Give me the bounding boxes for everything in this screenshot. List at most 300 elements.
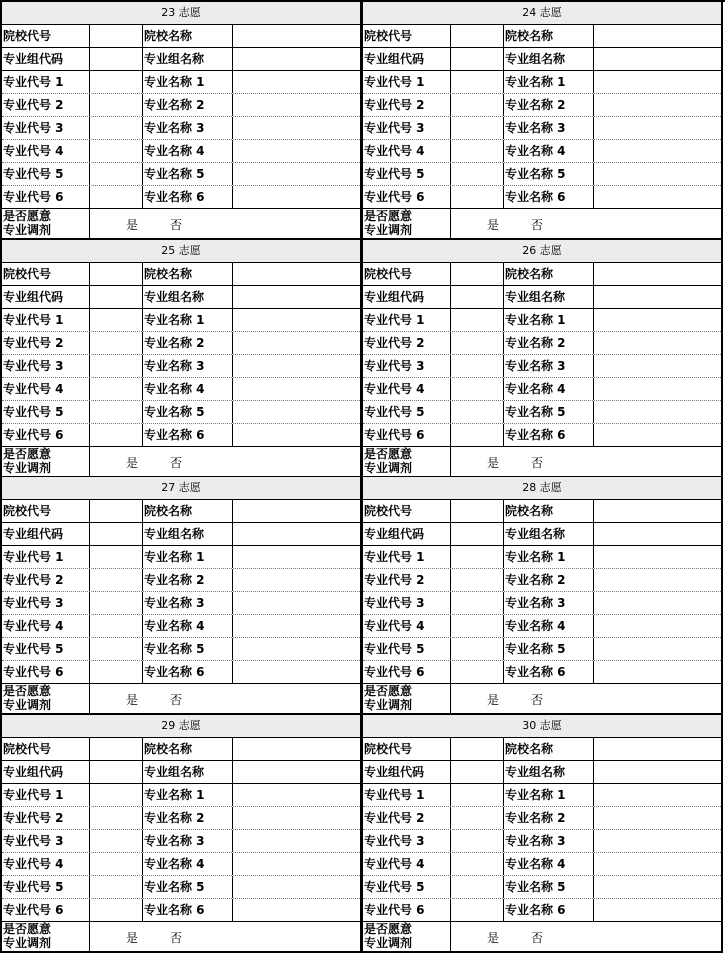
- field-label: 专业组代码: [2, 286, 90, 308]
- field-input[interactable]: [233, 615, 360, 637]
- field-input[interactable]: [233, 94, 360, 116]
- form-row: [2, 94, 360, 117]
- field-input[interactable]: [90, 401, 143, 423]
- field-input[interactable]: [90, 638, 143, 660]
- form-row: [363, 853, 721, 876]
- field-label: 专业代号 3: [2, 117, 90, 139]
- form-row: [2, 661, 360, 684]
- volunteer-block: [0, 240, 362, 478]
- field-input[interactable]: [233, 378, 360, 400]
- field-label: 专业名称 3: [143, 592, 233, 614]
- field-input[interactable]: [90, 263, 143, 285]
- adjust-yes-option[interactable]: 是: [487, 455, 500, 470]
- field-label: 专业名称 6: [143, 899, 233, 921]
- field-input[interactable]: [451, 853, 504, 875]
- adjust-yes-option[interactable]: 是: [487, 692, 500, 707]
- field-label: 专业代号 4: [363, 853, 451, 875]
- adjust-label-line1: 是否愿意: [3, 447, 52, 461]
- field-input[interactable]: [90, 424, 143, 446]
- block-title: 28 志愿: [363, 477, 721, 500]
- form-row: [2, 592, 360, 615]
- field-input[interactable]: [594, 546, 721, 568]
- form-row: [363, 569, 721, 592]
- field-label: 专业名称 4: [143, 140, 233, 162]
- field-input[interactable]: [594, 401, 721, 423]
- field-input[interactable]: [90, 761, 143, 783]
- field-input[interactable]: [451, 94, 504, 116]
- field-label: 专业名称 3: [143, 117, 233, 139]
- field-label: 专业名称 6: [504, 424, 594, 446]
- field-label: 院校代号: [2, 25, 90, 47]
- form-row: [363, 661, 721, 684]
- field-label: 院校代号: [363, 738, 451, 760]
- field-input[interactable]: [90, 546, 143, 568]
- field-input[interactable]: [90, 94, 143, 116]
- field-input[interactable]: [594, 378, 721, 400]
- field-input[interactable]: [594, 117, 721, 139]
- form-row: [363, 830, 721, 853]
- form-row: [2, 424, 360, 447]
- field-input[interactable]: [594, 48, 721, 70]
- field-label: 专业名称 1: [143, 784, 233, 806]
- field-input[interactable]: [451, 424, 504, 446]
- field-label: 专业代号 6: [363, 661, 451, 683]
- field-input[interactable]: [233, 263, 360, 285]
- field-input[interactable]: [594, 807, 721, 829]
- field-input[interactable]: [594, 661, 721, 683]
- form-row: [363, 500, 721, 523]
- field-label: 专业代号 2: [2, 807, 90, 829]
- field-label: 专业名称 2: [143, 94, 233, 116]
- form-row: [2, 48, 360, 71]
- adjust-no-option[interactable]: 否: [170, 455, 183, 470]
- field-label: 专业组名称: [143, 761, 233, 783]
- form-row: [2, 546, 360, 569]
- adjust-label-line1: 是否愿意: [3, 922, 52, 936]
- field-input[interactable]: [451, 569, 504, 591]
- field-input[interactable]: [594, 309, 721, 331]
- field-input[interactable]: [233, 401, 360, 423]
- form-row: [2, 523, 360, 546]
- form-row: [2, 263, 360, 286]
- form-row: [363, 71, 721, 94]
- field-label: 专业代号 5: [2, 876, 90, 898]
- field-input[interactable]: [451, 25, 504, 47]
- field-input[interactable]: [90, 163, 143, 185]
- field-input[interactable]: [451, 163, 504, 185]
- field-label: 专业组代码: [2, 523, 90, 545]
- field-input[interactable]: [233, 48, 360, 70]
- field-input[interactable]: [90, 592, 143, 614]
- field-input[interactable]: [594, 615, 721, 637]
- field-label: 专业代号 6: [2, 186, 90, 208]
- field-label: 专业代号 1: [2, 784, 90, 806]
- field-label: 专业代号 2: [363, 807, 451, 829]
- field-label: 专业名称 6: [143, 661, 233, 683]
- adjust-label: [363, 684, 451, 714]
- field-input[interactable]: [451, 661, 504, 683]
- field-label: 专业名称 5: [143, 876, 233, 898]
- field-input[interactable]: [90, 186, 143, 208]
- field-input[interactable]: [90, 807, 143, 829]
- adjust-no-option[interactable]: 否: [170, 692, 183, 707]
- field-input[interactable]: [594, 592, 721, 614]
- form-row: [2, 25, 360, 48]
- adjust-label-line1: 是否愿意: [3, 684, 52, 698]
- field-input[interactable]: [451, 263, 504, 285]
- field-label: 院校名称: [504, 500, 594, 522]
- volunteer-block: [361, 477, 723, 715]
- form-row: [363, 592, 721, 615]
- field-input[interactable]: [233, 286, 360, 308]
- field-input[interactable]: [451, 876, 504, 898]
- field-input[interactable]: [451, 71, 504, 93]
- field-label: 专业代号 1: [363, 546, 451, 568]
- adjust-label-line2: 专业调剂: [3, 223, 52, 237]
- field-label: 专业名称 1: [504, 784, 594, 806]
- field-label: 专业名称 3: [504, 355, 594, 377]
- adjust-row: [363, 447, 721, 477]
- field-label: 专业代号 4: [363, 378, 451, 400]
- field-input[interactable]: [451, 355, 504, 377]
- field-label: 专业代号 6: [2, 899, 90, 921]
- field-label: 专业代号 2: [2, 94, 90, 116]
- adjust-row: [2, 922, 360, 952]
- field-input[interactable]: [451, 401, 504, 423]
- field-label: 专业名称 6: [143, 186, 233, 208]
- field-input[interactable]: [90, 899, 143, 921]
- field-input[interactable]: [594, 186, 721, 208]
- adjust-no-option[interactable]: 否: [531, 930, 544, 945]
- field-label: 专业代号 3: [363, 830, 451, 852]
- field-label: 专业名称 1: [504, 546, 594, 568]
- field-input[interactable]: [233, 761, 360, 783]
- field-input[interactable]: [233, 807, 360, 829]
- field-label: 专业代号 3: [363, 117, 451, 139]
- field-input[interactable]: [594, 163, 721, 185]
- field-input[interactable]: [594, 738, 721, 760]
- adjust-no-option[interactable]: 否: [531, 217, 544, 232]
- field-input[interactable]: [233, 71, 360, 93]
- field-label: 专业名称 5: [504, 401, 594, 423]
- volunteer-block: [0, 2, 362, 240]
- field-label: 专业代号 1: [363, 309, 451, 331]
- field-input[interactable]: [451, 592, 504, 614]
- field-label: 专业代号 4: [363, 140, 451, 162]
- field-input[interactable]: [90, 876, 143, 898]
- block-title: 29 志愿: [2, 715, 360, 738]
- field-input[interactable]: [594, 94, 721, 116]
- field-input[interactable]: [90, 309, 143, 331]
- field-input[interactable]: [451, 117, 504, 139]
- field-input[interactable]: [594, 761, 721, 783]
- form-row: [363, 332, 721, 355]
- block-title: 26 志愿: [363, 240, 721, 263]
- block-title: 25 志愿: [2, 240, 360, 263]
- adjust-label-line1: 是否愿意: [364, 684, 413, 698]
- adjust-label: [2, 447, 90, 477]
- block-title: 30 志愿: [363, 715, 721, 738]
- field-input[interactable]: [233, 523, 360, 545]
- adjust-yes-option[interactable]: 是: [126, 930, 139, 945]
- adjust-no-option[interactable]: 否: [170, 217, 183, 232]
- field-input[interactable]: [90, 355, 143, 377]
- field-input[interactable]: [233, 186, 360, 208]
- field-input[interactable]: [90, 784, 143, 806]
- adjust-label: [2, 209, 90, 239]
- field-input[interactable]: [451, 500, 504, 522]
- field-label: 专业代号 2: [2, 332, 90, 354]
- field-label: 专业组名称: [504, 761, 594, 783]
- field-label: 专业名称 2: [143, 807, 233, 829]
- field-input[interactable]: [233, 638, 360, 660]
- field-input[interactable]: [233, 117, 360, 139]
- adjust-yes-option[interactable]: 是: [126, 217, 139, 232]
- field-label: 专业代号 5: [2, 163, 90, 185]
- field-input[interactable]: [233, 830, 360, 852]
- field-label: 专业代号 5: [363, 163, 451, 185]
- field-input[interactable]: [451, 784, 504, 806]
- adjust-label: [2, 684, 90, 714]
- form-row: [2, 500, 360, 523]
- adjust-label-line2: 专业调剂: [3, 461, 52, 475]
- field-input[interactable]: [90, 25, 143, 47]
- form-row: [2, 761, 360, 784]
- form-row: [363, 140, 721, 163]
- adjust-label-line1: 是否愿意: [364, 209, 413, 223]
- adjust-label-line2: 专业调剂: [364, 223, 413, 237]
- field-input[interactable]: [90, 286, 143, 308]
- field-input[interactable]: [594, 71, 721, 93]
- field-label: 专业组名称: [504, 523, 594, 545]
- field-input[interactable]: [233, 332, 360, 354]
- field-input[interactable]: [451, 286, 504, 308]
- field-input[interactable]: [233, 592, 360, 614]
- field-input[interactable]: [451, 738, 504, 760]
- field-label: 专业代号 5: [363, 876, 451, 898]
- field-input[interactable]: [594, 853, 721, 875]
- field-label: 专业名称 4: [504, 853, 594, 875]
- field-input[interactable]: [90, 738, 143, 760]
- field-input[interactable]: [90, 117, 143, 139]
- form-row: [2, 163, 360, 186]
- field-label: 专业名称 2: [504, 569, 594, 591]
- field-label: 院校代号: [2, 500, 90, 522]
- field-input[interactable]: [233, 876, 360, 898]
- adjust-label: [363, 447, 451, 477]
- field-label: 专业组代码: [2, 48, 90, 70]
- form-row: [363, 401, 721, 424]
- field-label: 专业代号 2: [363, 332, 451, 354]
- field-label: 专业名称 3: [143, 355, 233, 377]
- field-input[interactable]: [233, 163, 360, 185]
- field-label: 专业名称 6: [143, 424, 233, 446]
- form-row: [363, 163, 721, 186]
- field-label: 专业代号 1: [2, 309, 90, 331]
- adjust-yes-option[interactable]: 是: [487, 930, 500, 945]
- form-row: [363, 48, 721, 71]
- field-label: 院校名称: [504, 263, 594, 285]
- field-input[interactable]: [594, 876, 721, 898]
- field-input[interactable]: [594, 424, 721, 446]
- field-label: 专业代号 3: [2, 830, 90, 852]
- field-label: 专业名称 4: [143, 615, 233, 637]
- field-input[interactable]: [451, 186, 504, 208]
- field-input[interactable]: [90, 661, 143, 683]
- field-label: 专业代号 2: [2, 569, 90, 591]
- field-label: 专业组代码: [363, 523, 451, 545]
- field-label: 院校名称: [143, 738, 233, 760]
- form-row: [363, 899, 721, 922]
- field-label: 专业名称 4: [504, 615, 594, 637]
- field-input[interactable]: [594, 638, 721, 660]
- form-row: [363, 761, 721, 784]
- field-label: 专业代号 6: [2, 661, 90, 683]
- field-input[interactable]: [90, 378, 143, 400]
- field-input[interactable]: [233, 546, 360, 568]
- form-row: [2, 117, 360, 140]
- field-input[interactable]: [233, 25, 360, 47]
- field-input[interactable]: [594, 830, 721, 852]
- field-input[interactable]: [233, 569, 360, 591]
- field-input[interactable]: [451, 140, 504, 162]
- form-row: [2, 830, 360, 853]
- field-input[interactable]: [594, 500, 721, 522]
- form-row: [2, 738, 360, 761]
- form-row: [363, 784, 721, 807]
- form-row: [363, 94, 721, 117]
- form-row: [363, 546, 721, 569]
- field-input[interactable]: [451, 378, 504, 400]
- adjust-yes-option[interactable]: 是: [126, 455, 139, 470]
- field-input[interactable]: [594, 263, 721, 285]
- field-input[interactable]: [233, 661, 360, 683]
- form-row: [363, 638, 721, 661]
- field-label: 专业名称 3: [504, 592, 594, 614]
- adjust-label: [363, 209, 451, 239]
- field-input[interactable]: [594, 569, 721, 591]
- field-input[interactable]: [451, 309, 504, 331]
- field-label: 专业代号 3: [2, 355, 90, 377]
- adjust-row: [363, 922, 721, 952]
- field-input[interactable]: [451, 761, 504, 783]
- field-label: 院校代号: [2, 738, 90, 760]
- field-input[interactable]: [233, 784, 360, 806]
- field-input[interactable]: [233, 424, 360, 446]
- field-input[interactable]: [90, 140, 143, 162]
- field-input[interactable]: [451, 523, 504, 545]
- form-row: [363, 378, 721, 401]
- field-label: 专业代号 6: [2, 424, 90, 446]
- adjust-no-option[interactable]: 否: [531, 692, 544, 707]
- form-row: [363, 615, 721, 638]
- form-row: [363, 355, 721, 378]
- field-label: 专业代号 1: [2, 71, 90, 93]
- field-input[interactable]: [233, 500, 360, 522]
- field-input[interactable]: [233, 355, 360, 377]
- field-label: 专业代号 4: [363, 615, 451, 637]
- field-input[interactable]: [451, 48, 504, 70]
- field-input[interactable]: [90, 71, 143, 93]
- field-label: 专业名称 2: [504, 94, 594, 116]
- adjust-no-option[interactable]: 否: [531, 455, 544, 470]
- field-input[interactable]: [451, 546, 504, 568]
- adjust-no-option[interactable]: 否: [170, 930, 183, 945]
- field-label: 专业代号 4: [2, 615, 90, 637]
- field-label: 专业代号 5: [363, 638, 451, 660]
- field-input[interactable]: [233, 738, 360, 760]
- field-label: 专业名称 4: [143, 853, 233, 875]
- field-label: 专业代号 2: [363, 569, 451, 591]
- field-label: 专业名称 5: [143, 638, 233, 660]
- field-label: 专业组代码: [363, 286, 451, 308]
- adjust-label-line1: 是否愿意: [3, 209, 52, 223]
- field-input[interactable]: [233, 853, 360, 875]
- field-input[interactable]: [594, 25, 721, 47]
- volunteer-block: [0, 715, 362, 953]
- field-label: 院校名称: [143, 263, 233, 285]
- field-input[interactable]: [90, 830, 143, 852]
- field-input[interactable]: [451, 638, 504, 660]
- field-label: 院校名称: [504, 25, 594, 47]
- field-input[interactable]: [233, 899, 360, 921]
- form-row: [2, 186, 360, 209]
- field-input[interactable]: [233, 140, 360, 162]
- field-input[interactable]: [90, 48, 143, 70]
- field-label: 专业名称 2: [143, 569, 233, 591]
- form-row: [363, 25, 721, 48]
- field-input[interactable]: [90, 332, 143, 354]
- form-row: [363, 186, 721, 209]
- form-row: [363, 738, 721, 761]
- field-input[interactable]: [90, 569, 143, 591]
- field-input[interactable]: [594, 784, 721, 806]
- field-label: 院校名称: [504, 738, 594, 760]
- adjust-yes-option[interactable]: 是: [487, 217, 500, 232]
- field-input[interactable]: [233, 309, 360, 331]
- field-input[interactable]: [90, 500, 143, 522]
- adjust-row: [363, 684, 721, 714]
- adjust-yes-option[interactable]: 是: [126, 692, 139, 707]
- field-input[interactable]: [594, 523, 721, 545]
- field-input[interactable]: [451, 830, 504, 852]
- field-input[interactable]: [451, 899, 504, 921]
- adjust-row: [2, 684, 360, 714]
- field-input[interactable]: [90, 615, 143, 637]
- field-label: 专业名称 5: [504, 163, 594, 185]
- field-input[interactable]: [451, 615, 504, 637]
- field-label: 专业组名称: [143, 48, 233, 70]
- field-input[interactable]: [594, 140, 721, 162]
- form-row: [363, 263, 721, 286]
- field-input[interactable]: [451, 332, 504, 354]
- field-label: 专业名称 4: [143, 378, 233, 400]
- field-input[interactable]: [594, 899, 721, 921]
- field-input[interactable]: [90, 853, 143, 875]
- adjust-label-line1: 是否愿意: [364, 447, 413, 461]
- field-label: 专业名称 5: [143, 163, 233, 185]
- field-label: 专业名称 6: [504, 661, 594, 683]
- field-label: 专业代号 3: [2, 592, 90, 614]
- adjust-label: [363, 922, 451, 952]
- field-label: 专业名称 3: [143, 830, 233, 852]
- adjust-label-line2: 专业调剂: [364, 936, 413, 950]
- field-input[interactable]: [594, 286, 721, 308]
- field-input[interactable]: [90, 523, 143, 545]
- field-input[interactable]: [451, 807, 504, 829]
- field-input[interactable]: [594, 355, 721, 377]
- field-input[interactable]: [594, 332, 721, 354]
